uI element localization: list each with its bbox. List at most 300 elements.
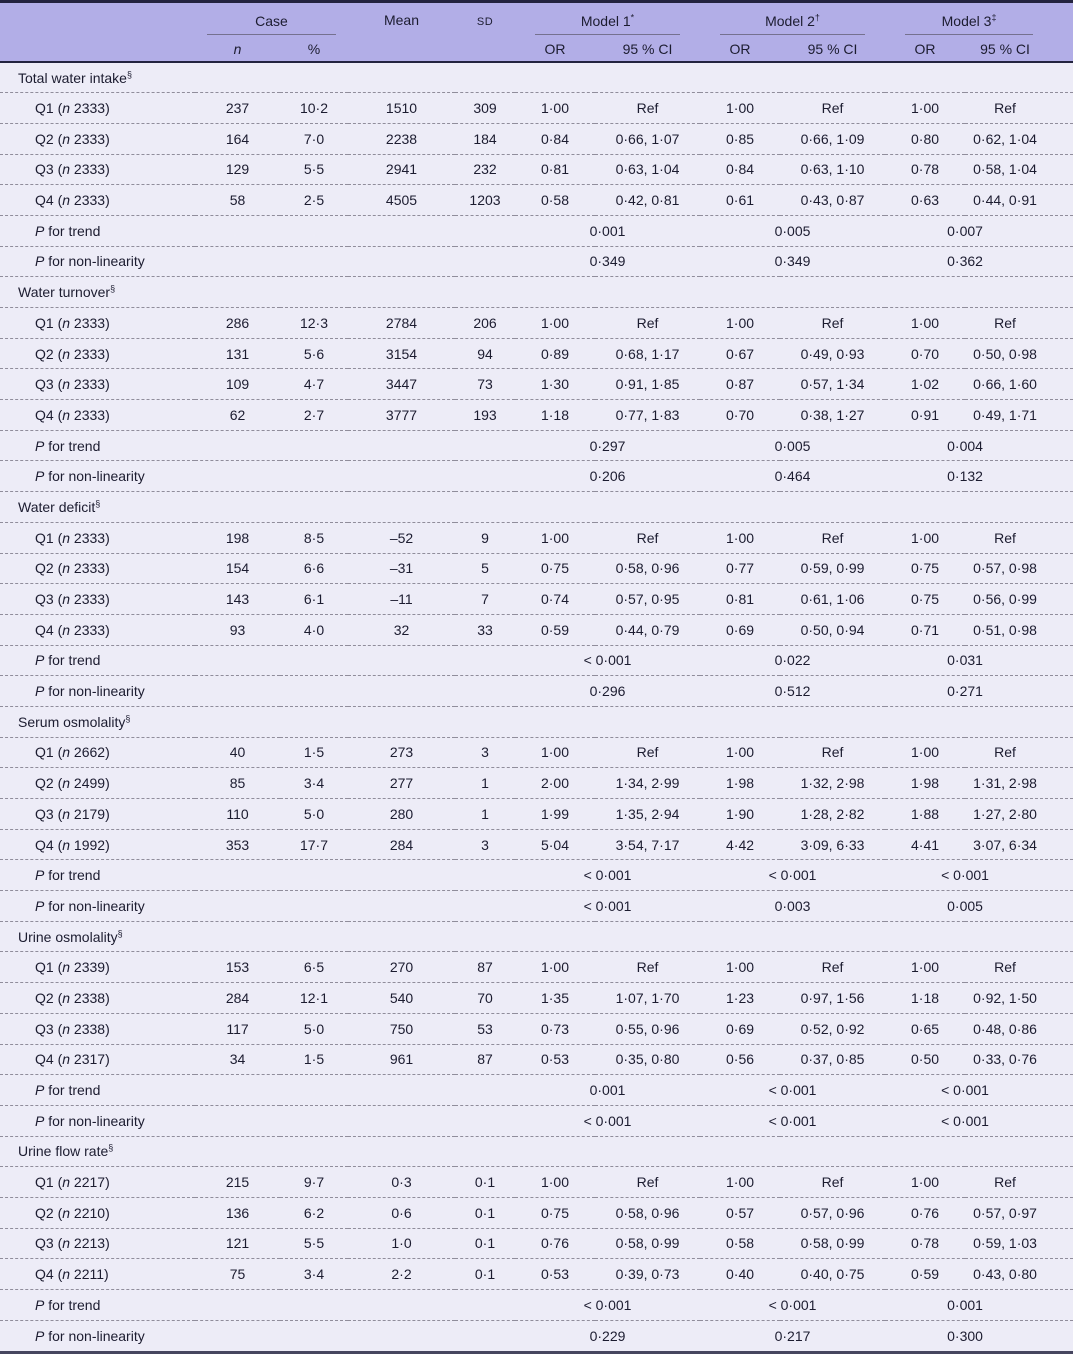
cell-model2-or: 0·84 bbox=[726, 161, 755, 178]
empty-cell bbox=[280, 891, 348, 922]
cell-sd: 0·1 bbox=[474, 1266, 496, 1283]
empty-cell bbox=[195, 645, 280, 676]
quartile-row bbox=[0, 1259, 1073, 1290]
cell-model1-ci: 1·07, 1·70 bbox=[615, 989, 680, 1006]
cell-mean: 2·2 bbox=[391, 1266, 412, 1283]
quartile-row bbox=[0, 1228, 1073, 1259]
quartile-label-part: 2333) bbox=[70, 161, 110, 178]
cell-model2-p: 0·022 bbox=[774, 652, 811, 669]
col-header-model3 bbox=[885, 3, 1073, 36]
cell-model3-ci: 0·92, 1·50 bbox=[973, 989, 1037, 1006]
row-label bbox=[0, 154, 195, 185]
quartile-label-part: Q2 ( bbox=[35, 989, 63, 1006]
section-header-row bbox=[0, 277, 1073, 308]
quartile-label-part: 2333) bbox=[70, 406, 110, 423]
cell-model1-ci: Ref bbox=[636, 100, 659, 117]
case-label: Case bbox=[255, 12, 288, 29]
quartile-label-part: 2333) bbox=[70, 560, 110, 577]
cell-percent: 4·0 bbox=[303, 621, 325, 638]
cell-sd: 33 bbox=[477, 621, 493, 638]
cell-model2-ci: 0·97, 1·56 bbox=[800, 989, 865, 1006]
quartile-label-part: 2499) bbox=[70, 775, 110, 792]
cell-model2-p: < 0·001 bbox=[768, 1082, 817, 1099]
cell-model1-p: 0·229 bbox=[589, 1327, 626, 1344]
model2-label: Model 2 bbox=[765, 12, 815, 29]
row-label bbox=[0, 1228, 195, 1259]
cell-model2-or: 0·69 bbox=[726, 1020, 755, 1037]
cell-n: 129 bbox=[225, 161, 250, 178]
cell-model2-ci: 0·57, 1·34 bbox=[800, 376, 865, 393]
cell-model3-or: 0·70 bbox=[911, 345, 940, 362]
cell-model1-ci: 0·91, 1·85 bbox=[615, 376, 680, 393]
cell-model2-ci: 0·37, 0·85 bbox=[800, 1051, 865, 1068]
cell-model3-or: 1·98 bbox=[911, 775, 940, 792]
cell-percent: 8·5 bbox=[303, 529, 325, 546]
quartile-label-part: Q1 ( bbox=[35, 1174, 63, 1191]
section-title bbox=[0, 492, 1073, 523]
section-header-row bbox=[0, 921, 1073, 952]
cell-mean: –52 bbox=[389, 529, 414, 546]
empty-cell bbox=[195, 860, 280, 891]
cell-mean: 270 bbox=[389, 959, 414, 976]
cell-model2-ci: 0·38, 1·27 bbox=[800, 406, 865, 423]
p-label-text: for trend bbox=[44, 1296, 101, 1313]
quartile-row bbox=[0, 308, 1073, 339]
cell-model1-or: 0·76 bbox=[540, 1235, 570, 1252]
p-symbol: P bbox=[35, 1112, 45, 1129]
quartile-label-part: Q4 ( bbox=[35, 1266, 63, 1283]
cell-sd: 309 bbox=[473, 100, 497, 117]
cell-model1-ci: 0·55, 0·96 bbox=[615, 1020, 680, 1037]
cell-model3-p: 0·132 bbox=[947, 468, 983, 485]
section-title bbox=[0, 921, 1073, 952]
cell-model1-or: 0·84 bbox=[540, 130, 570, 147]
quartile-label-part: 2333) bbox=[70, 621, 110, 638]
cell-model2-ci: 0·52, 0·92 bbox=[800, 1020, 865, 1037]
cell-model2-or: 4·42 bbox=[726, 836, 755, 853]
n-symbol: n bbox=[62, 775, 71, 792]
p-for-nonlinearity-row bbox=[0, 891, 1073, 922]
cell-model3-or: 1·02 bbox=[911, 376, 940, 393]
quartile-row bbox=[0, 400, 1073, 431]
cell-model1-or: 0·81 bbox=[540, 161, 570, 178]
n-symbol: n bbox=[62, 161, 71, 178]
empty-cell bbox=[348, 676, 455, 707]
p-label bbox=[0, 215, 195, 246]
empty-cell bbox=[348, 430, 455, 461]
cell-model2-ci: 0·40, 0·75 bbox=[800, 1266, 865, 1283]
n-symbol: n bbox=[62, 345, 71, 362]
cell-model1-ci: Ref bbox=[636, 529, 659, 546]
cell-n: 237 bbox=[225, 100, 250, 117]
p-symbol: P bbox=[35, 222, 45, 239]
quartile-label-part: 2333) bbox=[70, 100, 110, 117]
cell-mean: 540 bbox=[389, 989, 414, 1006]
cell-model2-ci: Ref bbox=[821, 314, 844, 331]
quartile-label-part: Q4 ( bbox=[35, 406, 63, 423]
col-header-n: n bbox=[195, 36, 280, 62]
cell-model2-ci: Ref bbox=[821, 744, 844, 761]
row-label bbox=[0, 338, 195, 369]
empty-cell bbox=[280, 1290, 348, 1321]
cell-model2-or: 1·00 bbox=[726, 1174, 755, 1191]
p-label-text: for trend bbox=[44, 222, 101, 239]
cell-model2-or: 0·87 bbox=[726, 376, 755, 393]
empty-cell bbox=[348, 645, 455, 676]
cell-percent: 10·2 bbox=[299, 100, 329, 117]
cell-model2-ci: Ref bbox=[821, 529, 844, 546]
quartile-row bbox=[0, 1013, 1073, 1044]
cell-model3-p: < 0·001 bbox=[941, 1112, 989, 1129]
cell-model1-or: 1·00 bbox=[540, 744, 570, 761]
cell-n: 40 bbox=[229, 744, 246, 761]
p-label-text: for non-linearity bbox=[44, 253, 145, 270]
cell-model1-or: 1·35 bbox=[540, 989, 570, 1006]
p-label bbox=[0, 1075, 195, 1106]
row-label bbox=[0, 123, 195, 154]
quartile-row bbox=[0, 829, 1073, 860]
cell-model1-ci: Ref bbox=[636, 1174, 659, 1191]
cell-mean: 1·0 bbox=[391, 1235, 412, 1252]
empty-cell bbox=[280, 461, 348, 492]
cell-sd: 232 bbox=[473, 161, 497, 178]
cell-model2-ci: 0·49, 0·93 bbox=[800, 345, 865, 362]
quartile-label-part: 2338) bbox=[70, 989, 110, 1006]
empty-cell bbox=[455, 430, 515, 461]
quartile-label-part: 2211) bbox=[70, 1266, 109, 1283]
model3-label: Model 3 bbox=[941, 12, 992, 29]
n-symbol: n bbox=[62, 376, 71, 393]
cell-model3-p: 0·031 bbox=[947, 652, 983, 669]
row-label bbox=[0, 1167, 195, 1198]
cell-sd: 1 bbox=[481, 805, 489, 822]
cell-sd: 206 bbox=[473, 314, 497, 331]
cell-model2-p: 0·512 bbox=[774, 683, 811, 700]
p-for-trend-row bbox=[0, 645, 1073, 676]
empty-cell bbox=[455, 860, 515, 891]
cell-mean: 3777 bbox=[385, 406, 418, 423]
cell-model2-or: 0·58 bbox=[726, 1235, 755, 1252]
empty-cell bbox=[348, 215, 455, 246]
cell-model1-p: < 0·001 bbox=[583, 1112, 632, 1129]
cell-percent: 5·5 bbox=[303, 161, 325, 178]
cell-model2-or: 0·85 bbox=[726, 130, 755, 147]
cell-model1-ci: 0·58, 0·96 bbox=[615, 560, 680, 577]
cell-model1-ci: 0·63, 1·04 bbox=[615, 161, 680, 178]
cell-model2-or: 0·69 bbox=[726, 621, 755, 638]
quartile-row bbox=[0, 369, 1073, 400]
empty-cell bbox=[455, 1105, 515, 1136]
cell-model3-ci: 1·27, 2·80 bbox=[973, 805, 1037, 822]
cell-model2-ci: 0·66, 1·09 bbox=[800, 130, 865, 147]
cell-model3-ci: 0·62, 1·04 bbox=[973, 130, 1037, 147]
cell-percent: 1·5 bbox=[303, 1051, 325, 1068]
quartile-row bbox=[0, 952, 1073, 983]
p-symbol: P bbox=[35, 1296, 45, 1313]
cell-model2-or: 1·00 bbox=[726, 744, 755, 761]
p-for-trend-row bbox=[0, 860, 1073, 891]
cell-mean: 32 bbox=[393, 621, 410, 638]
p-for-nonlinearity-row bbox=[0, 1105, 1073, 1136]
cell-model1-or: 1·00 bbox=[540, 959, 570, 976]
cell-n: 34 bbox=[229, 1051, 246, 1068]
cell-model1-ci: Ref bbox=[636, 959, 659, 976]
col-header-case bbox=[195, 3, 348, 36]
cell-model1-p: < 0·001 bbox=[583, 897, 632, 914]
n-symbol: n bbox=[62, 836, 71, 853]
cell-model3-or: 1·00 bbox=[911, 1174, 940, 1191]
cell-model1-p: < 0·001 bbox=[583, 1296, 632, 1313]
cell-model3-or: 1·88 bbox=[911, 805, 940, 822]
cell-mean: 2941 bbox=[385, 161, 418, 178]
section-title-text: Total water intake bbox=[18, 69, 127, 86]
cell-model2-ci: 0·63, 1·10 bbox=[800, 161, 865, 178]
n-symbol: n bbox=[62, 621, 71, 638]
p-label-text: for non-linearity bbox=[44, 897, 145, 914]
p-label-text: for non-linearity bbox=[44, 683, 145, 700]
quartile-row bbox=[0, 1167, 1073, 1198]
quartile-label-part: Q2 ( bbox=[35, 1204, 63, 1221]
quartile-label-part: Q2 ( bbox=[35, 775, 63, 792]
cell-model3-or: 0·78 bbox=[911, 161, 940, 178]
cell-model1-ci: 3·54, 7·17 bbox=[615, 836, 680, 853]
cell-model3-or: 0·80 bbox=[911, 130, 940, 147]
row-label bbox=[0, 93, 195, 124]
cell-model2-or: 1·23 bbox=[726, 989, 755, 1006]
cell-model2-p: < 0·001 bbox=[768, 1112, 817, 1129]
cell-model1-p: 0·001 bbox=[589, 1082, 626, 1099]
quartile-row bbox=[0, 154, 1073, 185]
cell-model3-p: 0·004 bbox=[947, 437, 983, 454]
cell-sd: 193 bbox=[473, 406, 497, 423]
cell-n: 215 bbox=[225, 1174, 250, 1191]
cell-model1-or: 0·74 bbox=[540, 591, 570, 608]
row-label bbox=[0, 737, 195, 768]
empty-cell bbox=[195, 1320, 280, 1351]
quartile-row bbox=[0, 614, 1073, 645]
n-symbol: n bbox=[62, 130, 71, 147]
cell-mean: 2784 bbox=[385, 314, 418, 331]
cell-model1-p: 0·206 bbox=[589, 468, 626, 485]
cell-mean: 1510 bbox=[385, 100, 418, 117]
col-header-ci-model1: 95 % CI bbox=[595, 36, 700, 62]
cell-mean: –11 bbox=[390, 591, 413, 608]
row-label bbox=[0, 614, 195, 645]
cell-percent: 17·7 bbox=[299, 836, 329, 853]
cell-model1-ci: 0·39, 0·73 bbox=[615, 1266, 680, 1283]
cell-model1-ci: 0·57, 0·95 bbox=[615, 591, 680, 608]
cell-n: 62 bbox=[229, 406, 246, 423]
section-header-row bbox=[0, 1136, 1073, 1167]
quartile-row bbox=[0, 768, 1073, 799]
p-label bbox=[0, 860, 195, 891]
n-symbol: n bbox=[62, 529, 71, 546]
n-symbol: n bbox=[62, 744, 71, 761]
quartile-label-part: Q3 ( bbox=[35, 376, 63, 393]
cell-percent: 5·0 bbox=[303, 1020, 325, 1037]
quartile-label-part: 2333) bbox=[70, 376, 110, 393]
section-title-superscript: § bbox=[125, 713, 131, 724]
sd-label: SD bbox=[476, 15, 494, 28]
section-title-text: Water turnover bbox=[18, 284, 111, 301]
row-label bbox=[0, 522, 195, 553]
quartile-label-part: 2333) bbox=[70, 529, 110, 546]
row-label bbox=[0, 799, 195, 830]
row-label bbox=[0, 369, 195, 400]
cell-model3-or: 0·75 bbox=[911, 591, 940, 608]
model3-superscript: ‡ bbox=[991, 11, 997, 22]
cell-model3-or: 0·75 bbox=[911, 560, 940, 577]
row-label bbox=[0, 185, 195, 216]
cell-percent: 2·7 bbox=[303, 406, 325, 423]
empty-cell bbox=[455, 215, 515, 246]
cell-model3-ci: 0·49, 1·71 bbox=[973, 406, 1037, 423]
quartile-label-part: Q1 ( bbox=[35, 744, 63, 761]
quartile-label-part: 2333) bbox=[70, 314, 110, 331]
cell-model1-ci: 0·35, 0·80 bbox=[615, 1051, 680, 1068]
cell-n: 58 bbox=[229, 192, 246, 209]
p-for-nonlinearity-row bbox=[0, 461, 1073, 492]
cell-sd: 0·1 bbox=[474, 1204, 496, 1221]
quartile-label-part: 2213) bbox=[70, 1235, 110, 1252]
cell-sd: 87 bbox=[477, 959, 493, 976]
cell-model1-or: 0·58 bbox=[540, 192, 570, 209]
cell-n: 75 bbox=[229, 1266, 246, 1283]
cell-percent: 6·1 bbox=[303, 591, 325, 608]
cell-percent: 5·6 bbox=[303, 345, 325, 362]
section-title-superscript: § bbox=[117, 927, 123, 938]
n-symbol: n bbox=[62, 1235, 71, 1252]
cell-n: 93 bbox=[229, 621, 246, 638]
p-symbol: P bbox=[35, 867, 45, 884]
cell-model1-ci: 0·58, 0·99 bbox=[615, 1235, 680, 1252]
cell-model1-or: 1·00 bbox=[540, 100, 570, 117]
cell-model3-or: 0·78 bbox=[911, 1235, 940, 1252]
cell-mean: 0·6 bbox=[391, 1204, 412, 1221]
n-symbol: n bbox=[62, 989, 71, 1006]
cell-n: 164 bbox=[225, 130, 250, 147]
cell-model2-ci: 0·57, 0·96 bbox=[800, 1204, 865, 1221]
cell-model1-p: 0·349 bbox=[589, 253, 626, 270]
row-label bbox=[0, 983, 195, 1014]
cell-sd: 87 bbox=[477, 1051, 493, 1068]
cell-model1-p: 0·297 bbox=[589, 437, 626, 454]
quartile-label-part: 2333) bbox=[70, 345, 110, 362]
n-symbol: n bbox=[62, 1020, 71, 1037]
cell-mean: 284 bbox=[389, 836, 414, 853]
empty-cell bbox=[348, 860, 455, 891]
p-label bbox=[0, 891, 195, 922]
cell-model3-ci: Ref bbox=[994, 100, 1016, 117]
p-label bbox=[0, 645, 195, 676]
cell-sd: 3 bbox=[481, 836, 489, 853]
cell-percent: 12·1 bbox=[299, 989, 329, 1006]
empty-cell bbox=[455, 891, 515, 922]
stub-subheader-empty bbox=[0, 36, 195, 62]
row-label bbox=[0, 1044, 195, 1075]
cell-percent: 9·7 bbox=[303, 1174, 325, 1191]
cell-sd: 5 bbox=[481, 560, 489, 577]
cell-model1-or: 0·59 bbox=[540, 621, 570, 638]
p-label-text: for trend bbox=[44, 437, 101, 454]
n-symbol: n bbox=[62, 1266, 71, 1283]
quartile-row bbox=[0, 123, 1073, 154]
quartile-label-part: Q3 ( bbox=[35, 805, 63, 822]
cell-model2-ci: 0·58, 0·99 bbox=[800, 1235, 865, 1252]
n-symbol: n bbox=[62, 1204, 71, 1221]
p-symbol: P bbox=[35, 652, 45, 669]
col-header-mean: Mean bbox=[348, 3, 455, 36]
row-label bbox=[0, 553, 195, 584]
quartile-row bbox=[0, 584, 1073, 615]
cell-model3-or: 0·71 bbox=[911, 621, 940, 638]
cell-model2-p: 0·005 bbox=[774, 222, 811, 239]
quartile-label-part: Q2 ( bbox=[35, 560, 63, 577]
cell-model1-or: 0·89 bbox=[540, 345, 570, 362]
col-header-sd bbox=[455, 3, 515, 36]
quartile-label-part: Q1 ( bbox=[35, 314, 63, 331]
cell-model1-or: 1·00 bbox=[540, 529, 570, 546]
cell-model3-p: < 0·001 bbox=[941, 1082, 989, 1099]
cell-model2-or: 0·77 bbox=[726, 560, 755, 577]
cell-model3-p: 0·362 bbox=[947, 253, 983, 270]
cell-model2-or: 0·81 bbox=[726, 591, 755, 608]
n-symbol: n bbox=[62, 314, 71, 331]
cell-model1-ci: 0·42, 0·81 bbox=[615, 192, 680, 209]
cell-model3-ci: 0·56, 0·99 bbox=[973, 591, 1037, 608]
cell-model2-p: < 0·001 bbox=[768, 867, 817, 884]
empty-cell bbox=[280, 215, 348, 246]
subheader-empty bbox=[348, 36, 455, 62]
p-for-nonlinearity-row bbox=[0, 246, 1073, 277]
cell-model3-p: 0·007 bbox=[947, 222, 983, 239]
cell-mean: 0·3 bbox=[391, 1174, 412, 1191]
quartile-label-part: Q4 ( bbox=[35, 1051, 63, 1068]
quartile-row bbox=[0, 799, 1073, 830]
col-header-model1 bbox=[515, 3, 700, 36]
p-for-trend-row bbox=[0, 1290, 1073, 1321]
empty-cell bbox=[455, 1075, 515, 1106]
cell-percent: 6·6 bbox=[303, 560, 325, 577]
cell-model2-ci: Ref bbox=[821, 1174, 844, 1191]
cell-model1-ci: 0·66, 1·07 bbox=[615, 130, 680, 147]
empty-cell bbox=[280, 676, 348, 707]
quartile-label-part: Q2 ( bbox=[35, 130, 63, 147]
n-symbol: n bbox=[62, 959, 71, 976]
cell-model3-ci: 0·43, 0·80 bbox=[973, 1266, 1037, 1283]
cell-model1-or: 0·75 bbox=[540, 1204, 570, 1221]
col-header-ci-model3: 95 % CI bbox=[965, 36, 1073, 62]
cell-model2-or: 0·61 bbox=[726, 192, 755, 209]
row-label bbox=[0, 1259, 195, 1290]
cell-n: 284 bbox=[225, 989, 250, 1006]
p-symbol: P bbox=[35, 1082, 45, 1099]
cell-percent: 6·2 bbox=[303, 1204, 325, 1221]
p-symbol: P bbox=[35, 683, 45, 700]
cell-sd: 1203 bbox=[469, 192, 501, 209]
quartile-label-part: Q4 ( bbox=[35, 836, 63, 853]
row-label bbox=[0, 1197, 195, 1228]
cell-model1-ci: 1·35, 2·94 bbox=[615, 805, 680, 822]
cell-mean: 750 bbox=[389, 1020, 414, 1037]
cell-model2-or: 1·90 bbox=[726, 805, 755, 822]
cell-model3-or: 1·00 bbox=[911, 529, 940, 546]
cell-model1-ci: 0·58, 0·96 bbox=[615, 1204, 680, 1221]
cell-model1-or: 0·75 bbox=[540, 560, 570, 577]
quartile-row bbox=[0, 1044, 1073, 1075]
cell-mean: 3154 bbox=[385, 345, 418, 362]
cell-model3-or: 0·59 bbox=[911, 1266, 940, 1283]
